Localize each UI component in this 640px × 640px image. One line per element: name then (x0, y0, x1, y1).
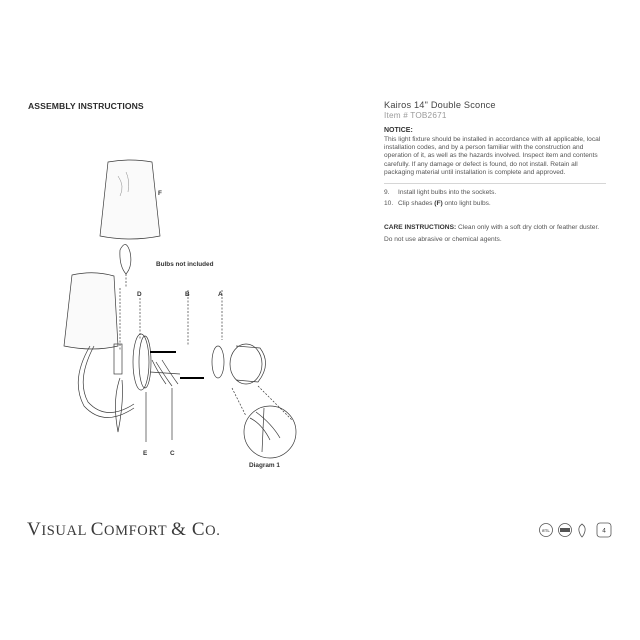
label-a: A (218, 291, 223, 298)
backplate-drawing (133, 334, 180, 390)
detail-callout-drawing (146, 386, 296, 458)
label-diagram-1: Diagram 1 (249, 462, 280, 469)
care-text: Clean only with a soft dry cloth or feather duster. Do not use abrasive or chemical agents. (384, 224, 600, 244)
page-heading: ASSEMBLY INSTRUCTIONS (28, 101, 144, 111)
svg-text:ETL: ETL (542, 528, 550, 533)
label-bulbs-not-included: Bulbs not included (156, 261, 214, 268)
care-label: CARE INSTRUCTIONS: (384, 224, 457, 232)
page-number-box (597, 523, 611, 537)
step-9 (384, 188, 606, 199)
certification-icons (538, 521, 618, 541)
shade-f-drawing (100, 160, 160, 239)
notice-text: This light fixture should be installed in accordance with all applicable, local installation codes, and by a person familiar with the construction and operation of it, as well as the hazards involved. Inspect item and contents carefully. If any damage or defect is found, do not install. Retain all packaging material until installation is complete and approved. (384, 136, 601, 176)
notice-label: NOTICE: (384, 127, 413, 134)
divider (384, 183, 606, 184)
product-title: Kairos 14" Double Sconce (384, 100, 496, 110)
item-number: Item # TOB2671 (384, 111, 447, 120)
bulb-drawing (120, 244, 131, 288)
step-10 (384, 199, 606, 210)
step-text: Clip shades (F) onto light bulbs. (398, 199, 491, 207)
damp-location-icon (559, 524, 572, 537)
label-c: C (170, 450, 175, 457)
etl-listed-icon (540, 524, 553, 537)
label-b: B (185, 291, 190, 298)
mounting-bracket-drawing (140, 290, 266, 384)
step-text: Install light bulbs into the sockets. (398, 189, 497, 197)
bulb-icon (579, 524, 585, 537)
label-e: E (143, 450, 148, 457)
care-instructions (384, 222, 606, 246)
step-number: 10. (384, 199, 394, 207)
page-number: 4 (602, 527, 606, 535)
product-info-column (384, 100, 606, 246)
brand-logo: VISUAL COMFORT & CO. (27, 519, 221, 540)
assembly-diagram (0, 150, 330, 480)
label-d: D (137, 291, 142, 298)
label-f: F (158, 190, 162, 197)
shade-lower-drawing (64, 273, 118, 349)
step-number: 9. (384, 189, 390, 197)
